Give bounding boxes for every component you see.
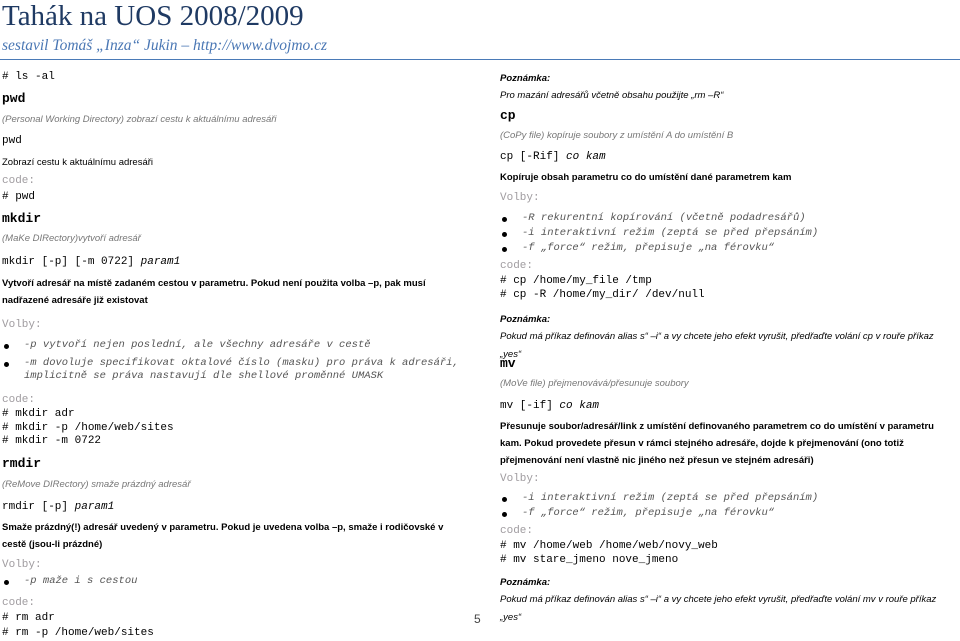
mkdir-explanation [2, 275, 462, 311]
mkdir-syntax-flags: mkdir [-p] [-m 0722] [2, 256, 141, 268]
mv-code-line: # mv stare_jmeno nove_jmeno [500, 554, 679, 566]
pwd-code-label: code: [2, 175, 36, 187]
mkdir-volby-label: Volby: [2, 319, 42, 331]
pwd-code: # pwd [2, 191, 36, 203]
pwd-explanation: Zobrazí cestu k aktuálnímu adresáři [2, 157, 154, 168]
rmdir-options [2, 575, 462, 595]
cp-code-label: code: [500, 260, 534, 272]
mv-syntax-flags: mv [-if] [500, 400, 560, 412]
mkdir-code-line: # mkdir adr [2, 408, 75, 420]
left-column [2, 66, 462, 641]
mkdir-code-line: # mkdir -m 0722 [2, 435, 102, 447]
mkdir-code-line: # mkdir -p /home/web/sites [2, 421, 174, 434]
mkdir-code-label: code: [2, 394, 36, 406]
rmdir-heading: rmdir [2, 455, 42, 471]
rmdir-option: -p maže i s cestou [2, 575, 462, 588]
mv-options [500, 492, 956, 520]
rmdir-syntax-param: param1 [74, 500, 115, 513]
mv-volby-label: Volby: [500, 473, 540, 485]
note-rm: Pro mazání adresářů včetně obsahu použijte „rm –R“ [500, 90, 724, 101]
note-mv-alias: Pokud má příkaz definován alias s“ –i“ a vy chcete jeho efekt vyrušit, předřaďte volání mv v rouře příkaz „yes“ [500, 594, 937, 623]
pwd-syntax: pwd [2, 135, 22, 147]
right-column [500, 72, 956, 627]
note-label: Poznámka: [500, 577, 551, 588]
page-title: Tahák na UOS 2008/2009 [2, 0, 304, 32]
pwd-heading: pwd [2, 91, 26, 106]
mv-option: -i interaktivní režim (zeptá se před přepsáním) [500, 492, 956, 505]
cp-volby-label: Volby: [500, 192, 540, 204]
rmdir-volby-label: Volby: [2, 558, 42, 571]
mkdir-heading: mkdir [2, 211, 42, 226]
mkdir-syntax-param: param1 [140, 256, 181, 268]
mv-option: -f „force“ režim, přepisuje „na férovku“ [500, 507, 956, 520]
mkdir-explanation-rest: Pokud není použita volba –p, pak musí nadřazené adresáře již existovat [2, 278, 426, 306]
mv-explanation: Přesunuje soubor/adresář/link z umístění definovaného parametrem co do umístění v parametru kam. Pokud provedete přesun v rámci stejného adresáře, dojde k přejmenování (ono totiž přejmenování není vlastně nic jiného než přesun ve stejném adresáři) [500, 421, 934, 466]
cp-option: -R rekurentní kopírování (včetně podadresářů) [500, 212, 956, 225]
mkdir-option: -m dovoluje specifikovat oktalové číslo (masku) pro práva k adresáři, implicitně se práva nastavují dle shellové proměnné UMASK [2, 357, 462, 383]
ls-command: # ls -al [2, 71, 55, 83]
rmdir-description: (ReMove DIRectory) smaže prázdný adresář [2, 478, 191, 490]
cp-explanation: Kopíruje obsah parametru co do umístění dané parametrem kam [500, 172, 792, 183]
cp-options [500, 212, 956, 255]
mkdir-description: (MaKe DIRectory)vytvoří adresář [2, 233, 141, 244]
mv-code-label: code: [500, 525, 534, 537]
cp-description: (CoPy file) kopíruje soubory z umístění A do umístění B [500, 130, 734, 141]
mkdir-option: -p vytvoří nejen poslední, ale všechny adresáře v cestě [2, 339, 462, 352]
cp-syntax-params: co kam [566, 151, 606, 163]
cp-syntax [500, 146, 956, 168]
pwd-description: (Personal Working Directory) zobrazí cestu k aktuálnímu adresáři [2, 114, 277, 125]
rmdir-explanation: Smaže prázdný(!) adresář uvedený v parametru. Pokud je uvedena volba –p, smaže i rodičovské v cestě (jsou-li prázdné) [2, 521, 444, 550]
cp-option: -i interaktivní režim (zeptá se před přepsáním) [500, 227, 956, 240]
mv-syntax [500, 394, 956, 418]
cp-code-line: # cp -R /home/my_dir/ /dev/null [500, 289, 705, 301]
rmdir-syntax-flags: rmdir [-p] [2, 500, 75, 513]
mkdir-explanation-bold: Vytvoří adresář na místě zadaném cestou v parametru. [2, 278, 249, 289]
mv-description: (MoVe file) přejmenovává/přesunuje soubory [500, 378, 689, 389]
cp-option: -f „force“ režim, přepisuje „na férovku“ [500, 242, 956, 255]
rmdir-code-label: code: [2, 596, 36, 609]
mv-syntax-params: co kam [559, 400, 600, 412]
mkdir-syntax [2, 249, 462, 275]
cp-syntax-flags: cp [-Rif] [500, 151, 567, 163]
rmdir-syntax [2, 495, 462, 519]
cp-code-line: # cp /home/my_file /tmp [500, 275, 652, 287]
note-label: Poznámka: [500, 73, 551, 84]
header-rule [0, 59, 960, 60]
page-subtitle: sestavil Tomáš „Inza“ Jukin – http://www.dvojmo.cz [2, 37, 328, 54]
note-cp-alias: Pokud má příkaz definován alias s“ –i“ a vy chcete jeho efekt vyrušit, předřaďte volání cp v rouře příkaz „yes“ [500, 331, 934, 360]
mv-heading: mv [500, 356, 516, 371]
page-number: 5 [474, 612, 481, 626]
cp-heading: cp [500, 108, 516, 123]
rmdir-code-line: # rm adr [2, 611, 55, 624]
mv-code-line: # mv /home/web /home/web/novy_web [500, 540, 718, 552]
rmdir-code-line: # rm -p /home/web/sites [2, 626, 154, 639]
note-label: Poznámka: [500, 314, 551, 325]
mkdir-options [2, 339, 462, 383]
